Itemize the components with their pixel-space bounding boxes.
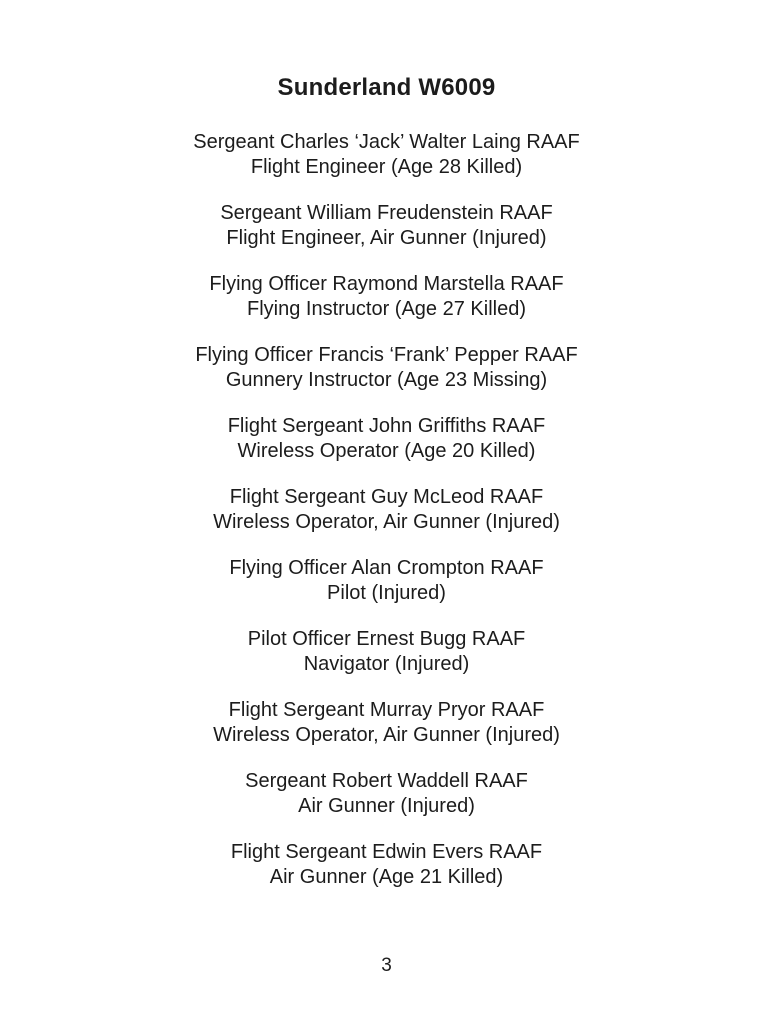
crew-role: Wireless Operator, Air Gunner (Injured) — [213, 724, 560, 746]
crew-role: Navigator (Injured) — [303, 653, 470, 675]
crew-entry — [0, 414, 773, 464]
crew-role: Gunnery Instructor (Age 23 Missing) — [225, 369, 548, 391]
page-number: 3 — [381, 955, 392, 976]
crew-entry — [0, 698, 773, 748]
crew-role: Flight Engineer, Air Gunner (Injured) — [226, 227, 547, 249]
crew-entry — [0, 130, 773, 180]
crew-name: Sergeant William Freudenstein RAAF — [220, 202, 553, 224]
crew-entry — [0, 485, 773, 535]
crew-name: Flight Sergeant John Griffiths RAAF — [227, 415, 546, 437]
crew-role: Pilot (Injured) — [327, 582, 446, 604]
crew-role: Air Gunner (Injured) — [298, 795, 475, 817]
crew-entry — [0, 201, 773, 251]
crew-name: Flying Officer Raymond Marstella RAAF — [209, 273, 564, 295]
crew-name: Sergeant Charles ‘Jack’ Walter Laing RAAF — [193, 131, 580, 153]
crew-entry — [0, 343, 773, 393]
crew-entry — [0, 769, 773, 819]
crew-name: Sergeant Robert Waddell RAAF — [245, 770, 528, 792]
crew-role: Flight Engineer (Age 28 Killed) — [250, 156, 523, 178]
crew-name: Flight Sergeant Edwin Evers RAAF — [230, 841, 543, 863]
page-title: Sunderland W6009 — [277, 74, 496, 101]
crew-name: Flying Officer Francis ‘Frank’ Pepper RAAF — [195, 344, 578, 366]
crew-entry — [0, 556, 773, 606]
crew-role: Air Gunner (Age 21 Killed) — [269, 866, 504, 888]
crew-name: Flying Officer Alan Crompton RAAF — [229, 557, 544, 579]
crew-role: Flying Instructor (Age 27 Killed) — [246, 298, 526, 320]
crew-entry — [0, 272, 773, 322]
crew-role: Wireless Operator, Air Gunner (Injured) — [213, 511, 560, 533]
crew-entry — [0, 840, 773, 890]
crew-entry — [0, 627, 773, 677]
crew-name: Pilot Officer Ernest Bugg RAAF — [247, 628, 526, 650]
crew-role: Wireless Operator (Age 20 Killed) — [237, 440, 536, 462]
crew-name: Flight Sergeant Murray Pryor RAAF — [228, 699, 545, 721]
crew-list — [0, 130, 773, 890]
crew-name: Flight Sergeant Guy McLeod RAAF — [229, 486, 544, 508]
